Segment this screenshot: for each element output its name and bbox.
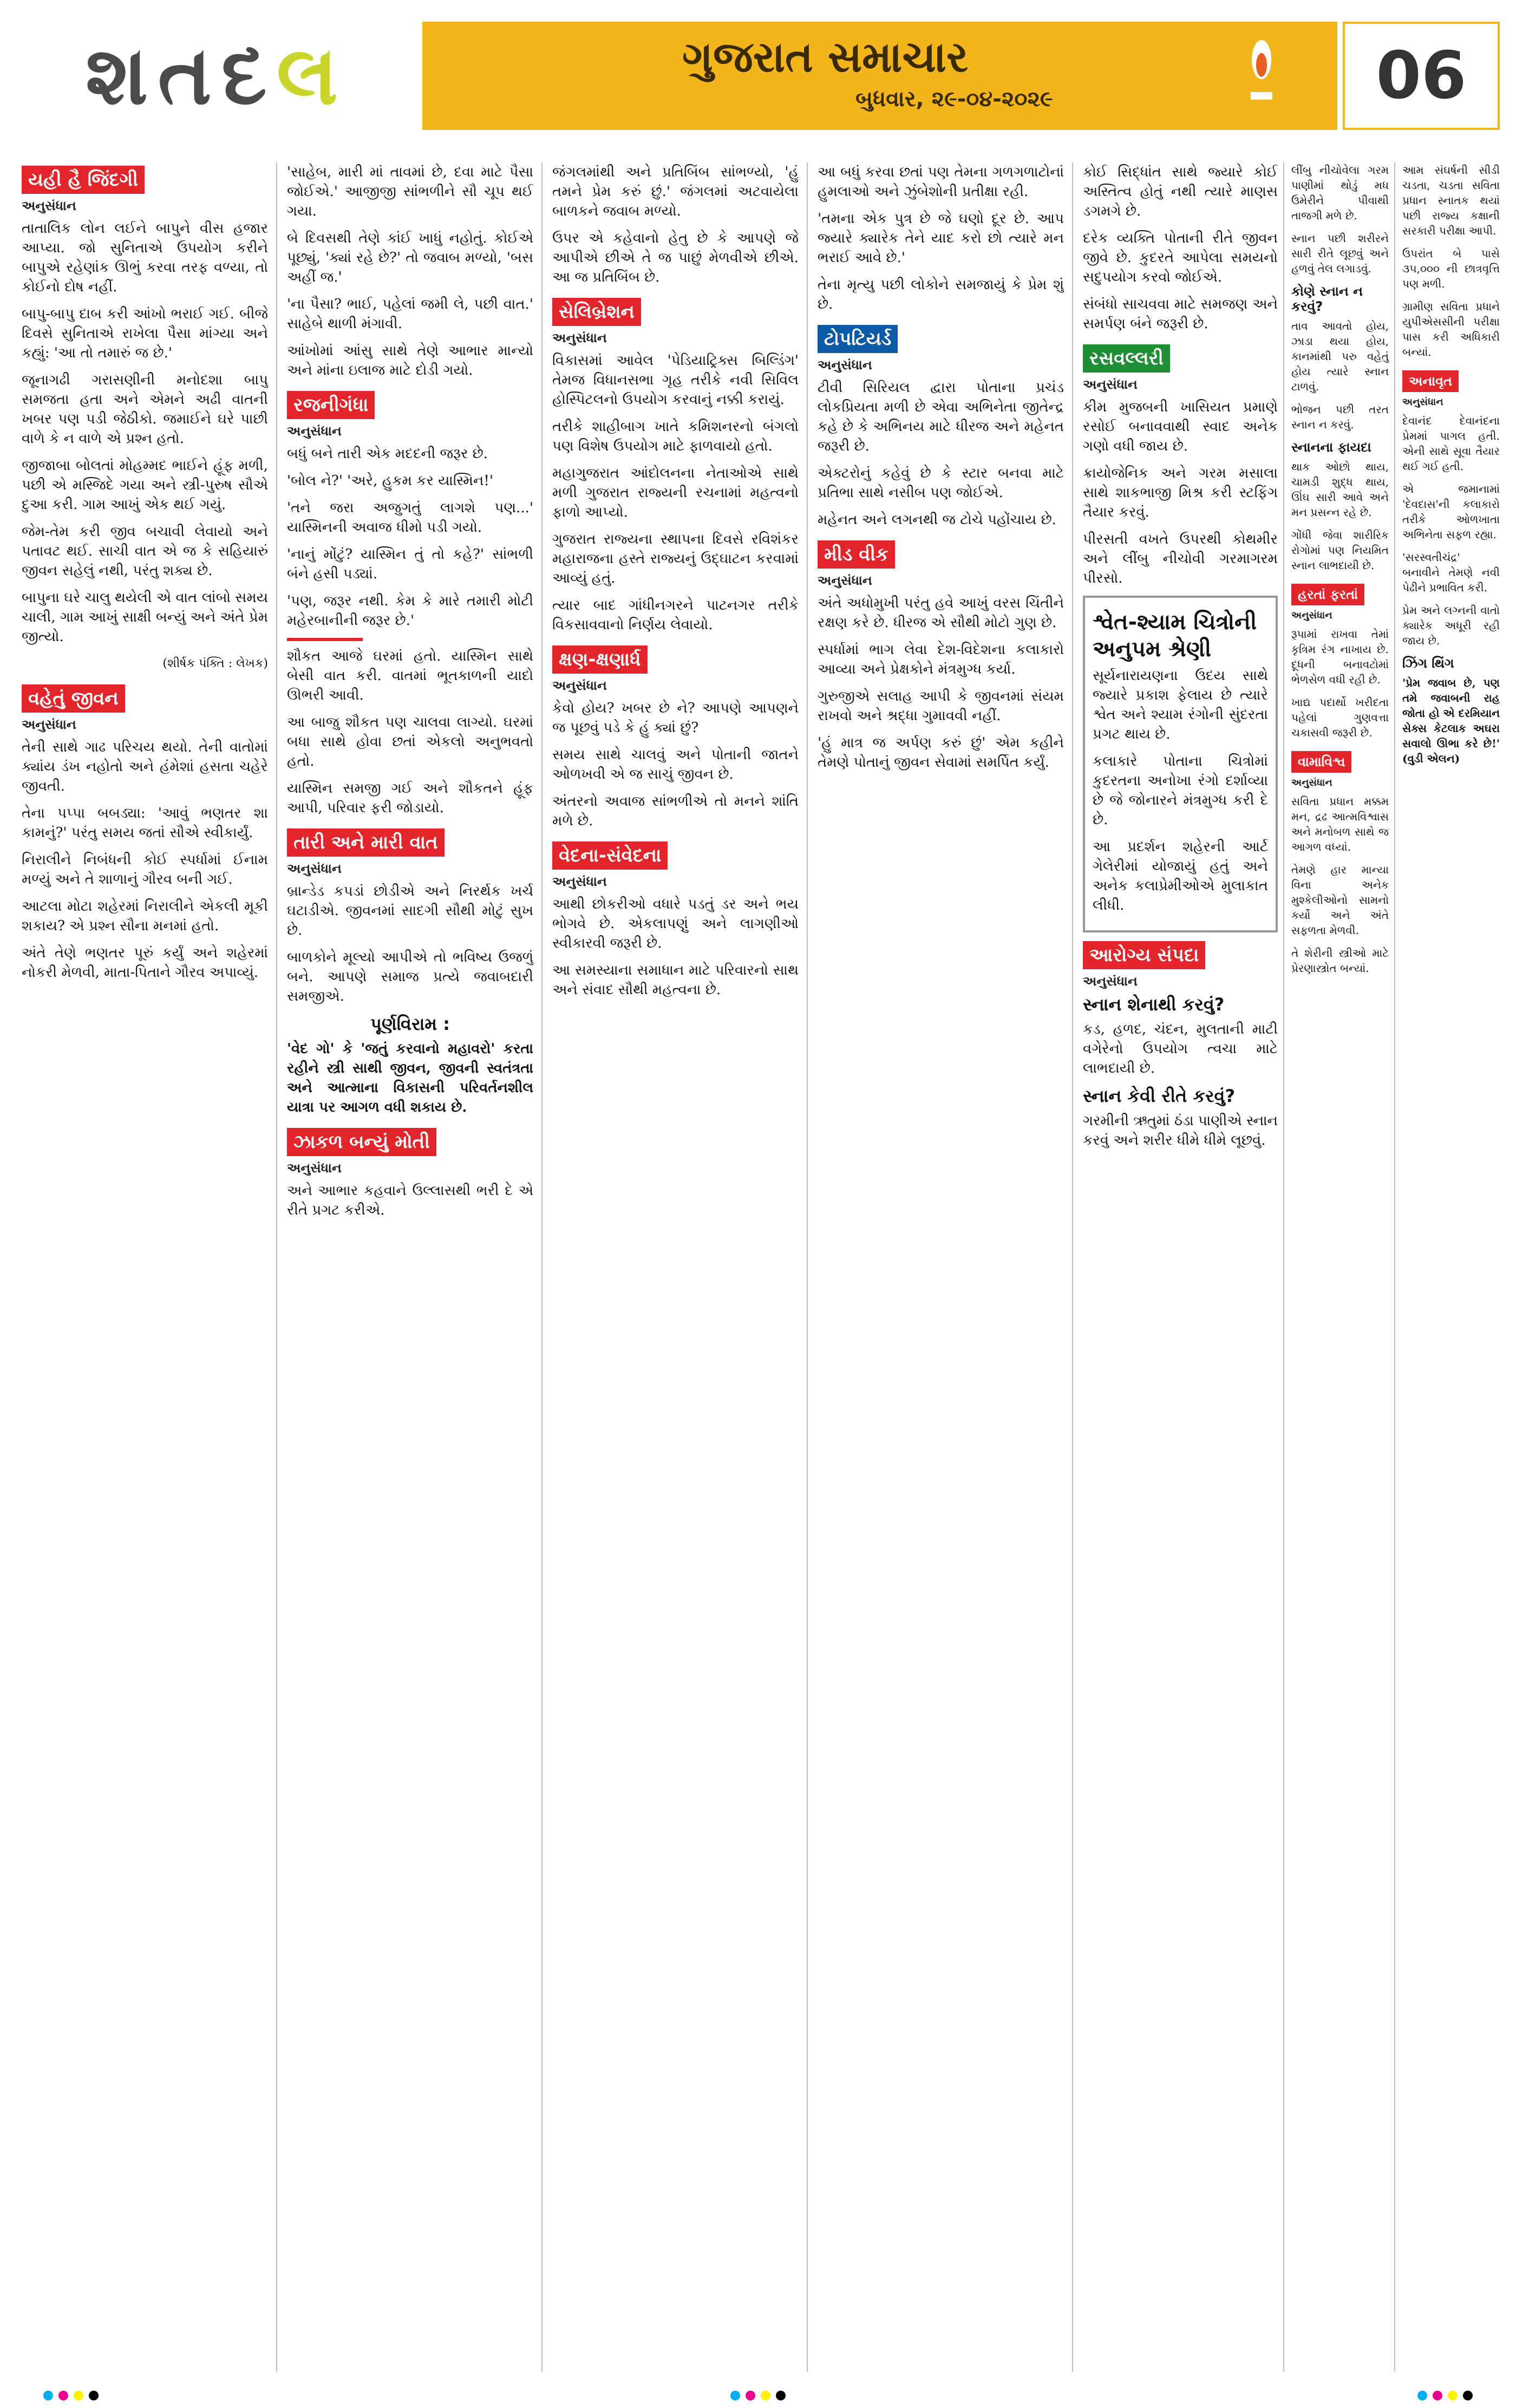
feature-box [1083,596,1278,932]
paragraph: આ સમસ્યાના સમાધાન માટે પરિવારનો સાથ અને સંવાદ સૌથી મહત્વના છે. [552,962,799,998]
article-vahetu-jivan [22,681,268,982]
article-title: ટોપટિયર્ડ [818,325,898,353]
column-2 [287,162,533,2372]
article-title: સેલિબ્રેશન [552,298,641,326]
paragraph: વિકાસમાં આવેલ 'પેડિયાટ્રિક્સ બિલ્ડિંગ' તેમજ વિધાનસભા ગૃહ તરીકે નવી સિવિલ હોસ્પિટલનો ઉપયોગ કરવાનું નક્કી કરાયું. [552,353,799,408]
paragraph: કડ, હળદ, ચંદન, મુલતાની માટી વગેરેનો ઉપયોગ ત્વચા માટે લાભદાયી છે. [1083,1021,1278,1076]
paragraph: મહાગુજરાત આંદોલનના નેતાઓએ સાથે મળી ગુજરાત રાજ્યની રચનામાં મહત્વનો ફાળો આપ્યો. [552,465,799,520]
article-byline: અનુસંધાન [1083,377,1138,392]
paragraph: બાળકોને મૂલ્યો આપીએ તો ભવિષ્ય ઉજળું બને. આપણે સમાજ પ્રત્યે જવાબદારી સમજીએ. [287,949,533,1004]
paragraph: ભોજન પછી તરત સ્નાન ન કરવું. [1291,403,1389,431]
section-rule [287,638,363,641]
paragraph: 'તને જરા અજુગતું લાગશે પણ...' યાસ્મિનની અવાજ ધીમો પડી ગયો. [287,500,533,536]
article-rasvallari [1083,341,1278,588]
paragraph: શૌકત આજે ઘરમાં હતો. યાસ્મિન સાથે બેસી વાત કરી. વાતમાં ભૂતકાળની યાદો ઊભરી આવી. [287,648,533,703]
article-yahi-hai-zindagi [22,162,268,674]
paragraph: બધું બને તારી એક મદદની જરૂર છે. [287,446,488,462]
article-title: વામાવિશ્વ [1291,751,1351,773]
paragraph: એ જમાનામાં 'દેવદાસ'ની કલાકારો તરીકે ઓળખાતા અભિનેતા સફળ રહ્યા. [1402,482,1500,541]
column-divider [1394,162,1395,2372]
paragraph: જીજાબા બોલતાં મોહમ્મદ ભાઈને હૂંફ મળી, પછી એ મસ્જિદે ગયા અને સ્ત્રી-પુરુષ સૌએ દુઆ કરી. ગામ આખું એક થઈ ગયું. [22,458,268,513]
article-vedna-samvedna [552,838,799,1000]
black-dot [89,2391,99,2400]
paragraph: 'સાહેબ, મારી માં તાવમાં છે, દવા માટે પૈસા જોઈએ.' આજીજી સાંભળીને સૌ ચૂપ થઈ ગયા. [287,164,533,219]
paragraph: આથી છોકરીઓ વધારે પડતું ડર અને ભય ભોગવે છે. એકલાપણું અને લાગણીઓ સ્વીકારવી જરૂરી છે. [552,896,799,951]
paragraph: તાવ આવતો હોય, ઝાડા થયા હોય, કાનમાંથી પરુ વહેતું હોય ત્યારે સ્નાન ટાળવું. [1291,319,1389,393]
article-byline: અનુસંધાન [22,198,76,213]
paragraph: તેની સાથે ગાઢ પરિચય થયો. તેની વાતોમાં ક્યાંય ડંખ નહોતો અને હંમેશાં હસતા ચહેરે જીવતી. [22,739,268,794]
column-divider [541,162,543,2372]
paragraph: એક્ટરોનું કહેવું છે કે સ્ટાર બનવા માટે પ્રતિભા સાથે નસીબ પણ જોઈએ. [818,465,1064,501]
paragraph: ગ્રામીણ સવિતા પ્રધાને યુપીએસસીની પરીક્ષા પાસ કરી અધિકારી બન્યાં. [1402,300,1500,358]
article-hartan-fartan [1291,580,1389,740]
paragraph: ઉપરાંત બે પાસે ૩૫,૦૦૦ ની છાત્રવૃત્તિ પણ મળી. [1402,247,1500,290]
article-byline: અનુસંધાન [22,717,76,732]
paragraph: બે દિવસથી તેણે કાંઈ ખાધું નહોતું. કોઈએ પૂછ્યું, 'ક્યાં રહે છે?' તો જવાબ મળ્યો, 'બસ અહીં જ.' [287,230,533,285]
article-title: રસવલ્લરી [1083,344,1170,373]
paragraph: બ્રાન્ડેડ કપડાં છોડીએ અને નિરર્થક ખર્ચ ઘટાડીએ. જીવનમાં સાદગી સૌથી મોટું સુખ છે. [287,883,533,938]
yellow-dot [761,2391,770,2400]
paragraph: અંતે અધોમુખી પરંતુ હવે આખું વરસ ચિંતીને રક્ષણ કરે છે. ધીરજ એ સૌથી મોટો ગુણ છે. [818,595,1064,631]
column-1 [22,162,268,2372]
feature-headline: શ્વેત-શ્યામ ચિત્રોની અનુપમ શ્રેણી [1093,610,1257,662]
article-byline: અનુસંધાન [1083,974,1138,989]
paragraph: ત્યાર બાદ ગાંધીનગરને પાટનગર તરીકે વિકસાવવાનો નિર્ણય લેવાયો. [552,597,799,633]
paragraph: 'પણ, જરૂર નથી. કેમ કે મારે તમારી મોટી મહેરબાનીની જરૂર છે.' [287,593,533,629]
paragraph: અંતરનો અવાજ સાંભળીએ તો મનને શાંતિ મળે છે. [552,793,799,829]
article-title: હરતાં ફરતાં [1291,584,1364,605]
paragraph: અને આભાર કહવાને ઉલ્લાસથી ભરી દે એ રીતે પ્રગટ કરીએ. [287,1183,533,1218]
closing-title: પૂર્ણવિરામ : [370,1014,450,1034]
article-byline: અનુસંધાન [552,330,607,345]
paragraph: તે શેરીની સ્ત્રીઓ માટે પ્રેરણાસ્ત્રોત બન્યાં. [1291,947,1389,975]
column-6 [1291,162,1389,2372]
paragraph: 'તમના એક પુત્ર છે જે ઘણો દૂર છે. આપ જ્યારે ક્યારેક તેને યાદ કરો છો ત્યારે મન ભરાઈ આવે છે.' [818,211,1064,266]
closing-text: 'વેદ ગો' કે 'જતું કરવાનો મહાવરો' કરતા રહીને સ્ત્રી સાથી જીવન, જીવની સ્વતંત્રતા અને આત્માના વિકાસની પરિવર્તનશીલ યાત્રા પર આગળ વધી શકાય છે. [287,1041,533,1115]
article-kshan-kshanardh [552,642,799,831]
paragraph: અંતે તેણે ભણતર પૂરું કર્યું અને શહેરમાં નોકરી મેળવી, માતા-પિતાને ગૌરવ અપાવ્યું. [22,945,268,981]
paragraph: યાસ્મિન સમજી ગઈ અને શૌકતને હૂંફ આપી, પરિવાર ફરી જોડાયો. [287,780,533,816]
article-title: ઝાકળ બન્યું મોતી [287,1128,436,1156]
article-title: વહેતું જીવન [22,684,125,713]
subsection-title: સ્નાન શેનાથી કરવું? [1083,994,1225,1015]
article-byline: અનુસંધાન [818,573,872,588]
cyan-dot [43,2391,53,2400]
signature: (શીર્ષક પંક્તિ : લેખક) [162,657,268,670]
article-arogya-sampada [1083,938,1278,1150]
paragraph: રૂપામાં રાખવા તેમાં કૃત્રિમ રંગ નાખાય છે. દૂધની બનાવટોમાં ભેળસેળ વધી રહી છે. [1291,628,1389,686]
paragraph: 'હું માત્ર જ અર્પણ કરું છું' એમ કહીને તેમણે પોતાનું જીવન સેવામાં સમર્પિત કર્યું. [818,735,1064,771]
article-snan-fayda [1291,440,1389,573]
article-byline: અનુસંધાન [552,874,607,889]
cyan-dot [1417,2391,1427,2400]
paragraph: આંખોમાં આંસુ સાથે તેણે આભાર માન્યો અને માંના ઇલાજ માટે દોડી ગયો. [287,343,533,379]
paragraph: ઉપર એ કહેવાનો હેતુ છે કે આપણે જે આપીએ છીએ તે જ પાછું મેળવીએ છીએ. આ જ પ્રતિબિંબ છે. [552,230,799,285]
color-dots-center [730,2391,786,2400]
paragraph: બાપુના ઘરે ચાલુ થયેલી એ વાત લાંબો સમય ચાલી, ગામ આખું સાક્ષી બન્યું અને અંતે પ્રેમ જીત્યો. [22,590,268,645]
article-byline: અનુસંધાન [818,357,872,373]
article-byline: અનુસંધાન [1291,610,1332,621]
issue-date: બુધવાર, ૨૯-૦૪-૨૦૨૯ [855,87,1053,112]
cyan-dot [730,2391,740,2400]
magenta-dot [1433,2391,1442,2400]
paragraph: તેના મૃત્યુ પછી લોકોને સમજાયું કે પ્રેમ શું છે. [818,277,1064,312]
column-divider [807,162,808,2372]
paragraph: સમય સાથે ચાલવું અને પોતાની જાતને ઓળખવી એ જ સાચું જીવન છે. [552,747,799,782]
article-tari-ane-mari-vat [287,825,533,1117]
paragraph: ગોંધી જેવા શારીરિક રોગોમાં પણ નિયમિત સ્નાન લાભદાયી છે. [1291,528,1389,572]
paragraph: કેવો હોય? ખબર છે ને? આપણે આપણને જ પૂછવું પડે કે હું ક્યાં છું? [552,700,799,736]
paragraph: આટલા મોટા શહેરમાં નિરાલીને એકલી મૂકી શકાય? એ પ્રશ્ન સૌના મનમાં હતો. [22,898,268,934]
article-byline: અનુસંધાન [552,678,607,693]
article-title: ક્ષણ-ક્ષણાર્ધ [552,645,648,674]
article-title: યહી હૈ જિંદગી [22,166,145,194]
article-anavrut [1402,367,1500,648]
yellow-dot [74,2391,83,2400]
article-vamavishva [1291,748,1389,976]
color-dots-right [1417,2391,1473,2400]
column-4 [818,162,1064,2372]
subsection-title: સ્નાન કેવી રીતે કરવું? [1083,1086,1236,1106]
article-byline: અનુસંધાન [1291,777,1332,788]
paragraph: સવિતા પ્રધાન મક્કમ મન, દ્રઢ આત્મવિશ્વાસ અને મનોબળ સાથે જ આગળ વધ્યાં. [1291,795,1389,853]
paper-name: ગુજરાત સમાચાર [682,32,969,82]
paragraph: પીરસતી વખતે ઉપરથી કોથમીર અને લીંબુ નીચોવી ગરમાગરમ પીરસો. [1083,531,1278,586]
column-divider [276,162,277,2372]
paragraph: જેમ-તેમ કરી જીવ બચાવી લેવાયો અને પતાવટ થઈ. સાચી વાત એ જ કે સહિયારું જીવન સહેલું નથી, પરંતુ શક્ય છે. [22,524,268,579]
paragraph: બાપુ-બાપુ દાબ કરી આંખો ભરાઈ ગઈ. બીજે દિવસે સુનિતાએ રાખેલા પૈસા માંગ્યા અને કહ્યું: 'આ તો તમારું જ છે.' [22,306,268,361]
black-dot [776,2391,786,2400]
article-continued [1291,162,1389,276]
paragraph: તેમણે હાર માન્યા વિના અનેક મુશ્કેલીઓનો સામનો કર્યો અને અંતે સફળતા મેળવી. [1291,863,1389,937]
article-byline: અનુસંધાન [287,1160,342,1176]
article-title: મીડ વીક [818,540,895,569]
section-logo [22,22,411,130]
paragraph: 'બોલ ને?' 'અરે, હુકમ કર યાસ્મિન!' [287,473,493,489]
paragraph: જંગલમાંથી અને પ્રતિબિંબ સાંભળ્યો, 'હું તમને પ્રેમ કરું છું.' જંગલમાં અટવાયેલા બાળકને જવાબ મળ્યો. [552,164,799,219]
paragraph: લીંબુ નીચોવેલા ગરમ પાણીમાં થોડું મધ ઉમેરીને પીવાથી તાજગી મળે છે. [1291,164,1389,222]
subsection-title: કોણે સ્નાન ન કરવું? [1291,284,1363,314]
column-divider [1072,162,1073,2372]
paragraph: કલાકારે પોતાના ચિત્રોમાં કુદરતના અનોખા રંગો દર્શાવ્યા છે જે જોનારને મંત્રમુગ્ધ કરી દે છે. [1093,753,1268,828]
article-byline: અનુસંધાન [287,423,342,439]
paragraph: તરીકે શાહીબાગ ખાતે કમિશનરનો બંગલો પણ વિશેષ ઉપયોગ માટે ફાળવાયો હતો. [552,419,799,454]
paragraph: પ્રેમ અને લગ્નની વાતો ક્યારેક અધૂરી રહી જાય છે. [1402,604,1500,647]
paragraph: આ બાજુ શૌકત પણ ચાલવા લાગ્યો. ઘરમાં બધા સાથે હોવા છતાં એકલો અનુભવતો હતો. [287,714,533,769]
paragraph: સ્નાન પછી શરીરને સારી રીતે લૂછવું અને હળવું તેલ લગાડવું. [1291,232,1389,275]
paragraph: સૂર્યનારાયણના ઉદય સાથે જ્યારે પ્રકાશ ફેલાય છે ત્યારે શ્વેત અને શ્યામ રંગોની સુંદરતા પ્રગટ થાય છે. [1093,668,1268,742]
paragraph: 'સરસ્વતીચંદ્ર' બનાવીને તેમણે નવી પેઢીને પ્રભાવિત કરી. [1402,551,1500,594]
magenta-dot [58,2391,68,2400]
paragraph: આ બધું કરવા છતાં પણ તેમના ગળગળાટોનાં હુમલાઓ અને ઝુંબેશોની પ્રતીક્ષા રહી. [818,164,1064,200]
paragraph: જૂનાગઢી ગરાસણીની મનોદશા બાપુ સમજતા હતા અને એમને અઢી વાતની ખબર પણ પડી જેઠીકો. જમાઈને ઘરે પાછી વાળે કે ન વાળે એ પ્રશ્ન હતો. [22,372,268,447]
paragraph: મહેનત અને લગનથી જ ટોચે પહોંચાય છે. [818,512,1056,528]
paragraph: થાક ઓછો થાય, ચામડી શુદ્ધ થાય, ઊંઘ સારી આવે અને મન પ્રસન્ન રહે છે. [1291,460,1389,519]
quote: 'પ્રેમ જવાબ છે, પણ તમે જવાબની રાહ જોતા હો એ દરમિયાન સેક્સ કેટલાક અઘરા સવાલો ઊભા કરે છે!' (વુડી એલન) [1402,676,1500,765]
color-dots-left [43,2391,99,2400]
article-continued [552,162,799,287]
paragraph: ગરમીની ઋતુમાં ઠંડા પાણીએ સ્નાન કરવું અને શરીર ધીમે ધીમે લૂછવું. [1083,1113,1278,1148]
article-title: રજનીગંધા [287,391,375,419]
article-zakal-banyu-moti [287,1125,533,1220]
article-continued [818,162,1064,314]
paragraph: આ પ્રદર્શન શહેરની આર્ટ ગેલેરીમાં યોજાયું હતું અને અનેક કલાપ્રેમીઓએ મુલાકાત લીધી. [1093,839,1268,913]
subsection-title: ઝિંગ થિંગ [1402,656,1454,671]
paragraph: ગુજરાત રાજ્યના સ્થાપના દિવસે રવિશંકર મહારાજના હસ્તે રાજ્યનું ઉદ્ઘાટન કરવામાં આવ્યું હતું. [552,531,799,586]
article-celebration [552,295,799,635]
paragraph: ગુરુજીએ સલાહ આપી કે જીવનમાં સંયમ રાખવો અને શ્રદ્ધા ગુમાવવી નહીં. [818,688,1064,724]
article-title: વેદના-સંવેદના [552,841,668,870]
paragraph: ક્રાયોજેનિક અને ગરમ મસાલા સાથે શાકભાજી મિશ્ર કરી સ્ટફિંગ તૈયાર કરવું. [1083,465,1278,520]
article-continued [1402,162,1500,360]
paragraph: 'નાનું મોંટું? યાસ્મિન તું તો કહે?' સાંભળી બંને હસી પડ્યાં. [287,546,533,582]
masthead [0,0,1516,141]
paragraph: તેના પપ્પા બબડ્યા: 'આવું ભણતર શા કામનું?' પરંતુ સમય જતાં સૌએ સ્વીકાર્યું. [22,805,268,841]
paragraph: ટીવી સિરિયલ દ્વારા પોતાના પ્રચંડ લોકપ્રિયતા મળી છે એવા અભિનેતા જીતેન્દ્ર કહે છે કે અભિનય માટે ધીરજ અને મહેનત જરૂરી છે. [818,380,1064,454]
paragraph: દેવાનંદ દેવાનંદના પ્રેમમાં પાગલ હતી. એની સાથે સૂવા તૈયાર થઈ ગઈ હતી. [1402,414,1500,473]
paragraph: 'ના પૈસા? ભાઈ, પહેલાં જમી લે, પછી વાત.' સાહેબે થાળી મંગાવી. [287,296,533,332]
yellow-dot [1448,2391,1458,2400]
article-rajnigandha [287,388,533,818]
article-title: આરોગ્ય સંપદા [1083,941,1205,969]
article-title: અનાવૃત [1402,370,1459,392]
article-mid-week [818,537,1064,772]
article-toptiered [818,322,1064,530]
paragraph: સ્પર્ધામાં ભાગ લેવા દેશ-વિદેશના કલાકારો આવ્યા અને પ્રેક્ષકોને મંત્રમુગ્ધ કર્યા. [818,642,1064,677]
paragraph: આમ સંઘર્ષની સીડી ચડતા, ચડતા સવિતા પ્રધાન સ્નાતક થયાં પછી રાજ્ય કક્ષાની સરકારી પરીક્ષા આપી. [1402,164,1500,237]
article-zing-thing [1402,656,1500,766]
magenta-dot [746,2391,755,2400]
print-registration-bar [0,2383,1516,2408]
paragraph: દરેક વ્યક્તિ પોતાની રીતે જીવન જીવે છે. કુદરતે આપેલા સમયનો સદુપયોગ કરવો જોઈએ. [1083,230,1278,285]
article-byline: અનુસંધાન [287,861,342,876]
logo-text: શતદલ [85,27,348,123]
black-dot [1463,2391,1473,2400]
article-byline: અનુસંધાન [1402,396,1443,408]
column-7 [1402,162,1500,2372]
article-title: તારી અને મારી વાત [287,828,445,857]
lamp-icon [1234,38,1289,114]
subsection-title: સ્નાનના ફાયદા [1291,440,1371,455]
article-continued [1083,162,1278,334]
column-3 [552,162,799,2372]
article-continued [287,162,533,380]
article-kone-snan [1291,284,1389,432]
paragraph: ખાદ્ય પદાર્થો ખરીદતા પહેલાં ગુણવત્તા ચકાસવી જરૂરી છે. [1291,696,1389,739]
paragraph: કીમ મુજબની ખાસિયત પ્રમાણે રસોઈ બનાવવાથી સ્વાદ અનેક ગણો વધી જાય છે. [1083,399,1278,454]
column-divider [1283,162,1284,2372]
paragraph: કોઈ સિદ્ધાંત સાથે જ્યારે કોઈ અસ્તિત્વ હોતું નથી ત્યારે માણસ ડગમગે છે. [1083,164,1278,219]
paragraph: તાતાલિક લોન લઈને બાપુને વીસ હજાર આપ્યા. જો સુનિતાએ ઉપયોગ કરીને બાપુએ રહેણાંક ઊભું કરવા તરફ વળ્યા, તો કોઈનો દોષ નહીં. [22,220,268,295]
page-number: 06 [1343,22,1500,130]
column-5 [1083,162,1278,2372]
paragraph: નિરાલીને નિબંધની કોઈ સ્પર્ધામાં ઈનામ મળ્યું અને તે શાળાનું ગૌરવ બની ગઈ. [22,852,268,887]
paragraph: સંબંધો સાચવવા માટે સમજણ અને સમર્પણ બંને જરૂરી છે. [1083,296,1278,332]
